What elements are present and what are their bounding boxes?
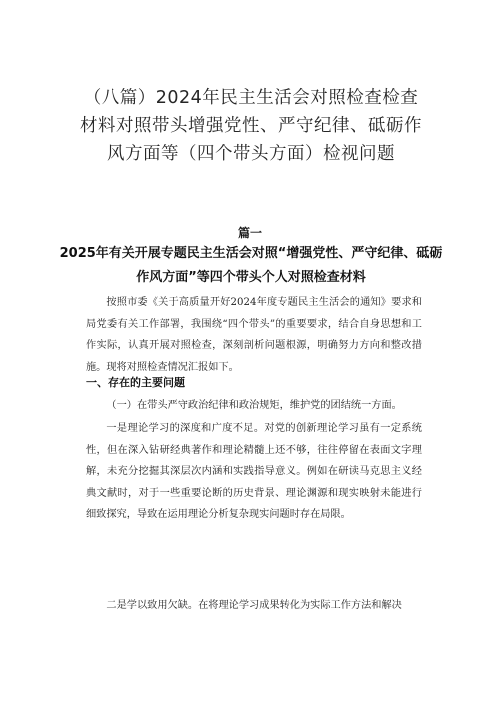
intro-paragraph: 按照市委《关于高质量开好2024年度专题民主生活会的通知》要求和局党委有关工作部署，我围绕“四个带头”的重要要求，结合自身思想和工作实际，认真开展对照检查，深刻剖析问题根源，明确努力方向和整改措施。现将对照检查情况汇报如下。 — [86, 297, 422, 373]
section-heading: 一、存在的主要问题 — [86, 376, 185, 389]
document-sub-title: 2025年有关开展专题民主生活会对照“增强党性、严守纪律、砥砺作风方面”等四个带头个人对照检查材料 — [59, 246, 443, 285]
body-paragraph: 一是理论学习的深度和广度不足。对党的创新理论学习虽有一定系统性，但在深入钻研经典著作和理论精髓上还不够，往往停留在表面文字理解，未充分挖掘其深层次内涵和实践指导意义。例如在研读马克思主义经典文献时，对于一些重要论断的历史背景、理论渊源和现实映射未能进行细致探究，导致在运用理论分析复杂现实问题时存在局限。 — [86, 423, 422, 520]
section-label: 篇一 — [237, 226, 262, 240]
subsection-heading: （一）在带头严守政治纪律和政治规矩，维护党的团结统一方面。 — [106, 400, 402, 411]
document-main-title: （八篇）2024年民主生活会对照检查检查材料对照带头增强党性、严守纪律、砥砺作风方面等（四个带头方面）检视问题 — [80, 88, 422, 164]
body-paragraph: 二是学以致用欠缺。在将理论学习成果转化为实际工作方法和解决 — [106, 600, 402, 611]
